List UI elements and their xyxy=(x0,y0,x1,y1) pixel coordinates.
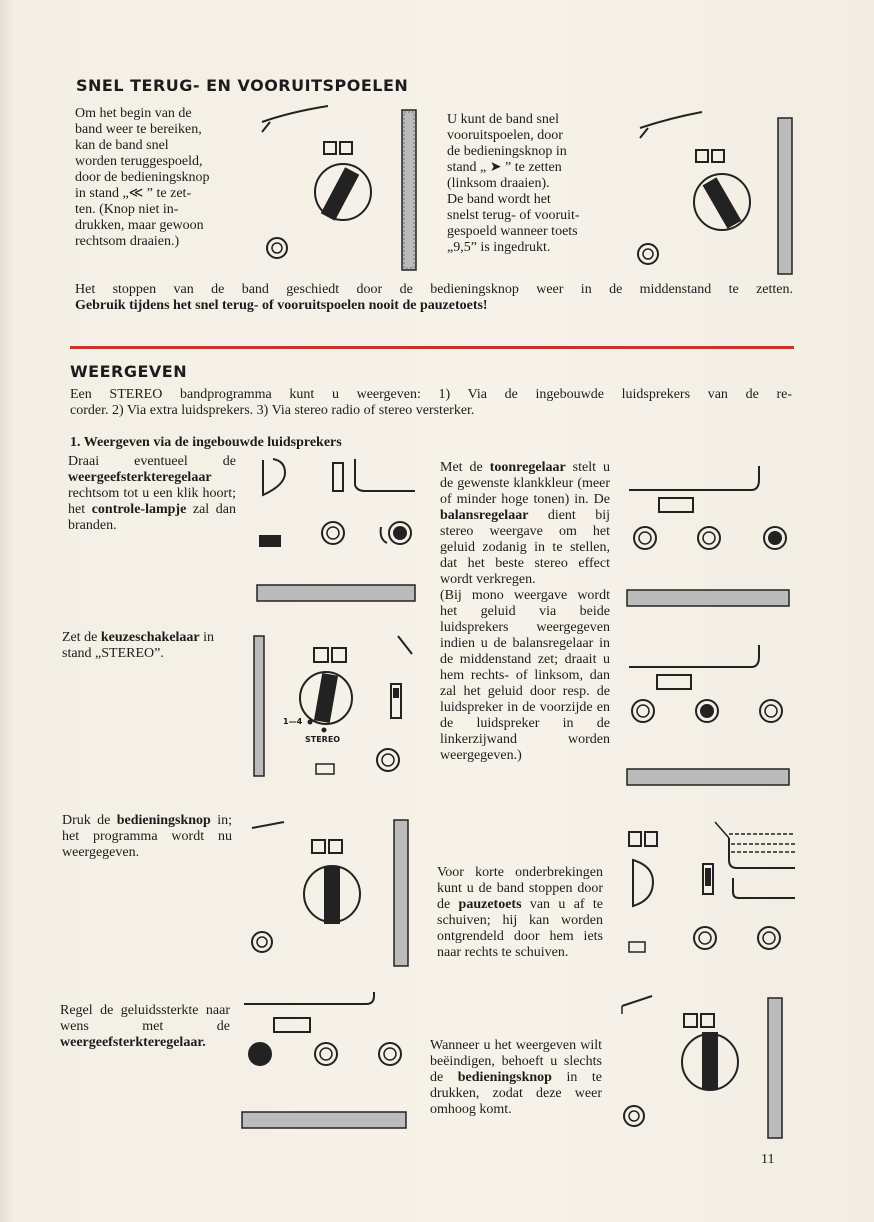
selector-mark-1-4: 1—4 xyxy=(283,717,303,726)
text-line: gespoeld wanneer toets xyxy=(447,224,578,239)
tone-knobs-illustration xyxy=(625,466,795,611)
text: Draai eventueel de xyxy=(68,454,236,469)
term: pauzetoets xyxy=(458,897,522,912)
weergeven-intro-1: Een STEREO bandprogramma kunt u weergeven: 1) Via de ingebouwde luidsprekers van de re- xyxy=(70,387,792,402)
snel-left-text xyxy=(75,106,243,250)
text-line: in stand „≪ ” te zet- xyxy=(75,186,192,201)
text-line: snelst terug- of vooruit- xyxy=(447,208,580,223)
text-line: U kunt de band snel xyxy=(447,112,559,127)
sub-heading: 1. Weergeven via de ingebouwde luidsprekers xyxy=(70,435,342,450)
text-line: De band wordt het xyxy=(447,192,551,207)
text: Zet de xyxy=(62,630,101,645)
term: keuzeschakelaar xyxy=(100,630,200,645)
text-line: „9,5” is ingedrukt. xyxy=(447,240,551,255)
text: in stand „STEREO”. xyxy=(62,630,215,661)
term: bedieningsknop xyxy=(116,813,211,828)
section-heading-weergeven: WEERGEVEN xyxy=(70,362,188,381)
text: Met de xyxy=(440,460,490,475)
page-number: 11 xyxy=(761,1152,775,1167)
volume-knobs-illustration xyxy=(240,992,410,1132)
step1-text xyxy=(68,454,236,534)
text-line: vooruitspoelen, door xyxy=(447,128,563,143)
text-line: ten. (Knop niet in- xyxy=(75,202,179,217)
stop-play-text xyxy=(430,1038,602,1118)
play-knob-illustration xyxy=(248,818,418,968)
term: balansregelaar xyxy=(440,508,529,523)
text-line: drukken, maar gewoon xyxy=(75,218,204,233)
text: Wanneer u het weergeven wilt beëindigen, behoeft u slechts de xyxy=(430,1038,602,1085)
text: rechtsom tot u een klik hoort; het xyxy=(68,486,236,517)
text: van u af te schuiven; hij kan worden ontgrendeld door hem iets naar rechts te schuiven. xyxy=(437,897,603,960)
volume-switch-illustration xyxy=(255,455,420,605)
text-line: rechtsom draaien.) xyxy=(75,234,180,249)
text-line: kan de band snel xyxy=(75,138,169,153)
term: weergeefsterkteregelaar xyxy=(68,470,212,485)
text-line: Om het begin van de xyxy=(75,106,192,121)
step3-text xyxy=(62,813,232,861)
text: Regel de geluidssterkte naar wens met de xyxy=(60,1003,230,1034)
pause-key-illustration xyxy=(625,820,795,960)
term: weergeefsterkteregelaar. xyxy=(60,1035,206,1050)
section-divider xyxy=(70,346,794,349)
text: in te drukken, zodat deze weer omhoog komt. xyxy=(430,1070,603,1117)
step2-text xyxy=(62,630,237,662)
text-line: de bedieningsknop in xyxy=(447,144,567,159)
text: (Bij mono weergave wordt het geluid via beide luidsprekers weergegeven indien u de balansregelaar in de middenstand zet; draait u hem rechts- of linksom, dan zal het geluid door resp. de luidspreker in de voorzijde en de luidspreker in de linkerzijwand worden weergegeven.) xyxy=(440,588,610,763)
pause-text xyxy=(437,865,603,961)
text: stelt u de gewenste klankkleur (meer of minder hoge tonen) in. De xyxy=(440,460,610,507)
text: in; het programma wordt nu weergegeven. xyxy=(62,813,232,860)
step4-text xyxy=(60,1003,230,1051)
text: zal dan branden. xyxy=(68,502,236,533)
text-line: stand „ ➤ ” te zetten xyxy=(447,160,562,175)
term: bedieningsknop xyxy=(457,1070,552,1085)
text-line: worden teruggespoeld, xyxy=(75,154,203,169)
snel-right-text xyxy=(447,112,617,256)
stop-knob-illustration xyxy=(618,992,788,1142)
text-line: (linksom draaien). xyxy=(447,176,550,191)
term: toonregelaar xyxy=(489,460,566,475)
term: controle-lampje xyxy=(91,502,187,517)
selector-stereo-label: STEREO xyxy=(305,735,341,744)
text: Druk de xyxy=(62,813,117,828)
weergeven-intro-2: corder. 2) Via extra luidsprekers. 3) Via stereo radio of stereo versterker. xyxy=(70,403,475,418)
text: dient bij stereo weergave om het geluid zodanig in te stellen, dat het beste stereo effect wordt verkregen. xyxy=(440,508,610,587)
stop-instruction: Het stoppen van de band geschiedt door de bedieningsknop weer in de middenstand te zetten. xyxy=(75,282,793,297)
rewind-knob-illustration xyxy=(250,100,425,270)
tone-balance-text xyxy=(440,460,610,764)
section-heading-snel: SNEL TERUG- EN VOORUITSPOELEN xyxy=(76,76,409,95)
text-line: door de bedieningsknop xyxy=(75,170,210,185)
balance-knobs-illustration xyxy=(625,645,795,790)
text: Voor korte onderbrekingen kunt u de band stoppen door de xyxy=(437,865,603,912)
selector-switch-illustration xyxy=(248,632,423,782)
pause-warning: Gebruik tijdens het snel terug- of vooruitspoelen nooit de pauzetoets! xyxy=(75,298,488,313)
forward-knob-illustration xyxy=(630,106,800,276)
text-line: band weer te bereiken, xyxy=(75,122,202,137)
